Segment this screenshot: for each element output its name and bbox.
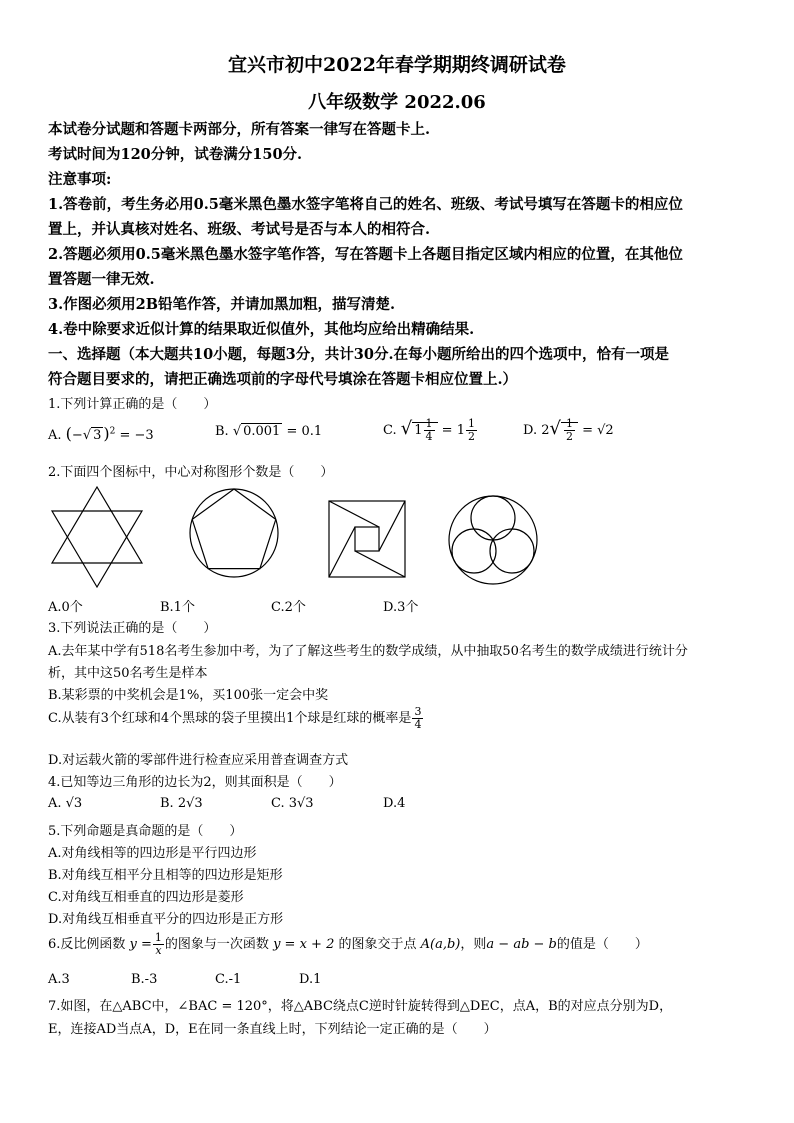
q1-c-num: 1 — [425, 417, 433, 430]
q5-stem: 5.下列命题是真命题的是（ ） — [48, 824, 243, 839]
exam-subtitle: 八年级数学 2022.06 — [308, 92, 486, 113]
note-item-2b: 置答题一律无效. — [48, 271, 155, 288]
q6-text-1: 6.反比例函数 — [48, 937, 126, 952]
q2-option-d: D.3个 — [383, 600, 419, 615]
q3-option-c-text: C.从装有3个红球和4个黑球的袋子里摸出1个球是红球的概率是 — [48, 711, 412, 726]
q5-option-b: B.对角线互相平分且相等的四边形是矩形 — [48, 868, 283, 883]
q4-option-b: B. 2√3 — [160, 796, 203, 811]
pinwheel-square-figure-icon — [328, 500, 406, 578]
q2-option-c: C.2个 — [271, 600, 306, 615]
q1-option-c: C. √ 1 $\frac{1}{4}$ = 1 $\frac{1}{2}$ — [383, 417, 475, 443]
q3-option-b: B.某彩票的中奖机会是1%，买100张一定会中奖 — [48, 688, 329, 703]
q1-c-rhs-whole: = 1 — [441, 423, 465, 438]
q1-b-radicand: 0.001 — [243, 424, 281, 439]
intro-line-2: 考试时间为120分钟，试卷满分150分. — [48, 146, 303, 163]
q1-option-b: B. √ 0.001 = 0.1 — [215, 424, 323, 439]
q3-stem: 3.下列说法正确的是（ ） — [48, 621, 217, 636]
q6-stem — [48, 932, 648, 957]
q1-b-rhs: = 0.1 — [286, 424, 323, 439]
section1-line-1: 一、选择题（本大题共10小题，每题3分，共计30分.在每小题所给出的四个选项中，恰有一项是 — [48, 346, 669, 363]
q1-b-label: B. — [215, 424, 229, 439]
q6-text-5: 的值是（ ） — [556, 937, 648, 952]
q5-option-d: D.对角线互相垂直平分的四边形是正方形 — [48, 912, 284, 927]
q6-frac-den: x — [155, 944, 162, 957]
note-item-1a: 1.答卷前，考生务必用0.5毫米黑色墨水签字笔将自己的姓名、班级、考试号填写在答题卡的相应位 — [48, 196, 683, 213]
hexagram-figure-icon — [50, 485, 145, 590]
q3-option-d: D.对运载火箭的零部件进行检查应采用普查调查方式 — [48, 753, 349, 768]
q6-point: A(a,b) — [420, 937, 461, 952]
q2-option-a: A.0个 — [48, 600, 83, 615]
q2-option-b: B.1个 — [160, 600, 195, 615]
q4-stem: 4.已知等边三角形的边长为2，则其面积是（ ） — [48, 775, 342, 790]
q6-text-4: ，则 — [460, 937, 487, 952]
q1-c-rhs-den: 2 — [467, 430, 475, 443]
q1-option-a: A. (−√ 3 )$^2$ = −3 — [48, 424, 154, 443]
exam-title: 宜兴市初中2022年春学期期终调研试卷 — [228, 54, 566, 76]
q3-option-c — [48, 706, 424, 731]
q1-c-den: 4 — [425, 430, 433, 443]
q6-option-b: B.-3 — [131, 972, 158, 987]
q6-expression: a − ab − b — [486, 937, 557, 952]
q1-a-rhs: = −3 — [119, 428, 154, 443]
q3-option-a-line-2: 析，其中这50名考生是样本 — [48, 666, 208, 681]
q1-d-rhs: = √2 — [582, 423, 614, 438]
q6-func-1: y = — [129, 937, 152, 952]
q1-c-rhs-num: 1 — [467, 417, 475, 430]
q7-line-2: E，连接AD当点A，D，E在同一条直线上时，下列结论一定正确的是（ ） — [48, 1022, 497, 1037]
section1-line-2: 符合题目要求的，请把正确选项前的字母代号填涂在答题卡相应位置上.） — [48, 371, 518, 388]
q2-stem: 2.下面四个图标中，中心对称图形个数是（ ） — [48, 465, 334, 480]
q4-option-a: A. √3 — [48, 796, 83, 811]
q6-option-d: D.1 — [299, 972, 322, 987]
note-item-3: 3.作图必须用2B铅笔作答，并请加黑加粗，描写清楚. — [48, 296, 396, 313]
q3-option-a-line-1: A.去年某中学有518名考生参加中考，为了了解这些考生的数学成绩，从中抽取50名考生的数学成绩进行统计分 — [48, 644, 688, 659]
q1-option-d: D. 2√ $\frac{1}{2}$ = √2 — [523, 417, 614, 443]
q6-frac-num: 1 — [154, 931, 162, 944]
q6-text-2: 的图象与一次函数 — [164, 937, 269, 952]
q1-stem: 1.下列计算正确的是（ ） — [48, 397, 217, 412]
q6-option-a: A.3 — [48, 972, 70, 987]
q5-option-c: C.对角线互相垂直的四边形是菱形 — [48, 890, 244, 905]
q6-text-3: 的图象交于点 — [338, 937, 417, 952]
q1-d-den: 2 — [565, 430, 573, 443]
intro-line-1: 本试卷分试题和答题卡两部分，所有答案一律写在答题卡上. — [48, 121, 431, 138]
q1-a-base: 3 — [93, 428, 102, 443]
q1-d-num: 1 — [565, 417, 573, 430]
note-item-1b: 置上，并认真核对姓名、班级、考试号是否与本人的相符合. — [48, 221, 431, 238]
q3-c-den: 4 — [414, 718, 422, 731]
q1-a-exp: 2 — [109, 426, 116, 437]
notes-heading: 注意事项: — [48, 171, 112, 188]
q3-c-num: 3 — [414, 705, 422, 718]
note-item-2a: 2.答题必须用0.5毫米黑色墨水签字笔作答，写在答题卡上各题目指定区域内相应的位置，在其他位 — [48, 246, 683, 263]
q5-option-a: A.对角线相等的四边形是平行四边形 — [48, 846, 257, 861]
q4-option-d: D.4 — [383, 796, 406, 811]
q7-line-1: 7.如图，在△ABC中，∠BAC = 120°，将△ABC绕点C逆时针旋转得到△DEC，点A，B的对应点分别为D， — [48, 999, 673, 1014]
q1-c-whole: 1 — [414, 423, 423, 438]
pentagon-in-circle-figure-icon — [188, 487, 280, 579]
q1-c-label: C. — [383, 423, 397, 438]
q1-d-label: D. 2 — [523, 423, 550, 438]
q4-option-c: C. 3√3 — [271, 796, 314, 811]
q6-func-2: y = x + 2 — [273, 937, 335, 952]
note-item-4: 4.卷中除要求近似计算的结果取近似值外，其他均应给出精确结果. — [48, 321, 475, 338]
q6-option-c: C.-1 — [215, 972, 242, 987]
q1-a-label: A. — [48, 428, 62, 443]
three-petal-circle-figure-icon — [447, 494, 539, 586]
